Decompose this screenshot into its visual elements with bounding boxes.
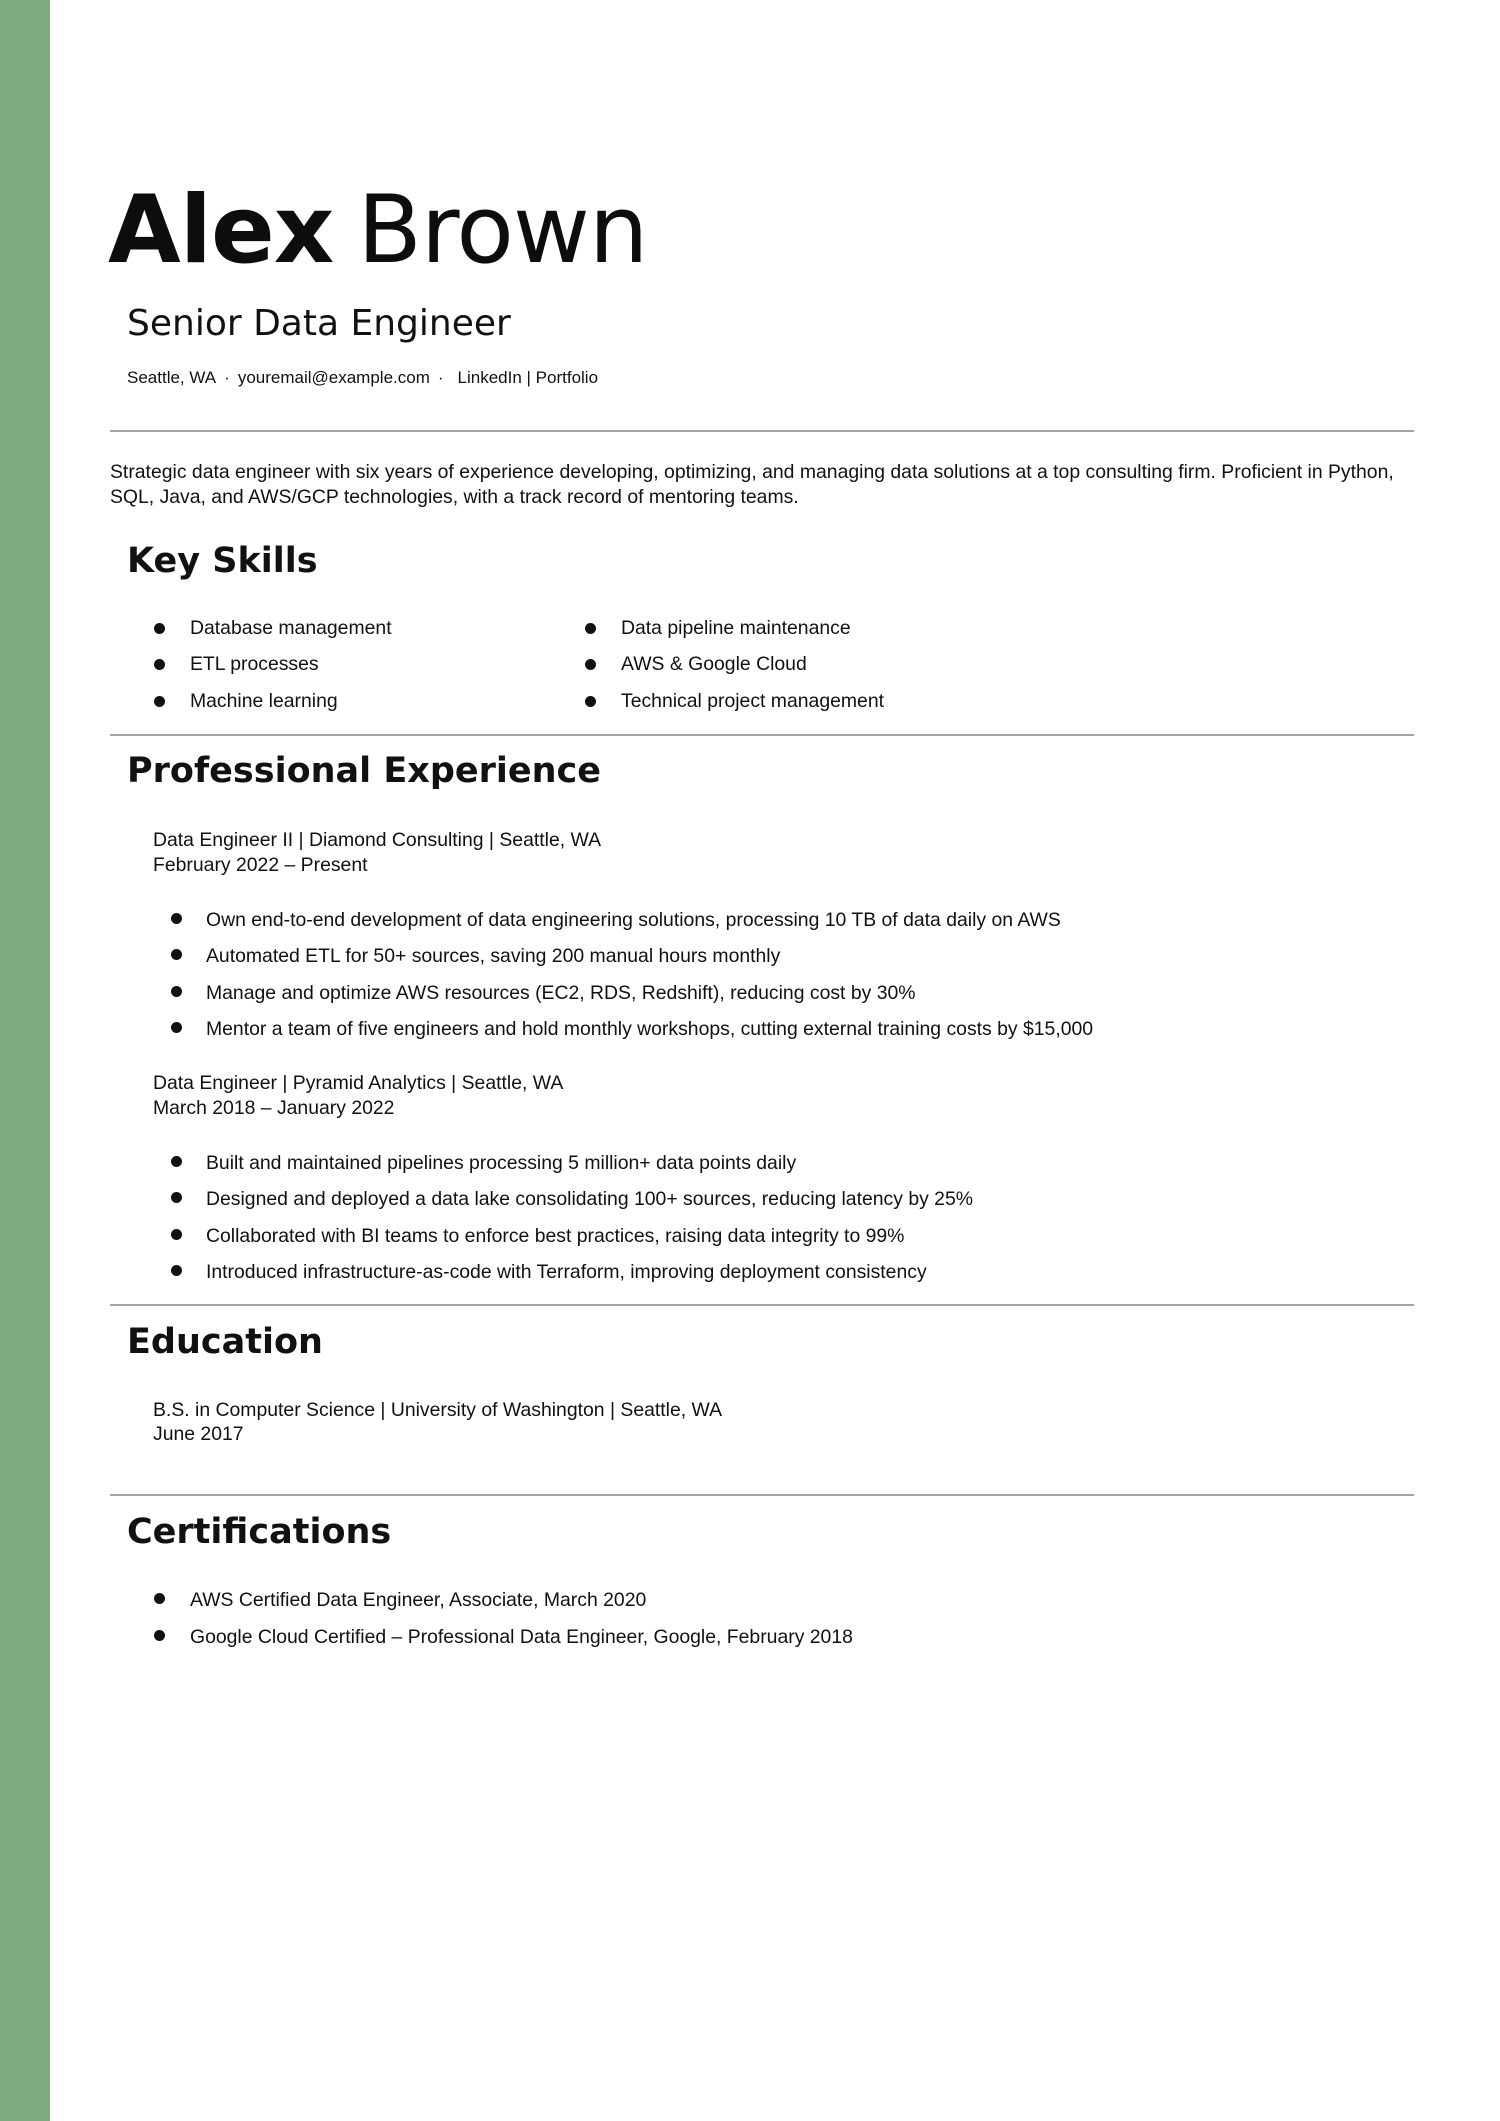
candidate-name: [108, 176, 647, 286]
certification-text: Google Cloud Certified – Professional Data Engineer, Google, February 2018: [190, 1626, 853, 1648]
bullet-text: Built and maintained pipelines processing 5 million+ data points daily: [206, 1152, 797, 1174]
certification-text: AWS Certified Data Engineer, Associate, March 2020: [190, 1589, 647, 1611]
sidebar-accent-bar: [0, 0, 50, 2121]
skill-label: Database management: [190, 617, 392, 639]
bullet-icon: [171, 986, 182, 997]
skill-item: [190, 616, 392, 640]
degree-line: B.S. in Computer Science | University of Washington | Seattle, WA: [153, 1399, 723, 1421]
experience-bullet: [206, 1017, 1093, 1041]
experience-heading: Professional Experience: [127, 751, 602, 791]
bullet-icon: [171, 1156, 182, 1167]
education-heading: Education: [127, 1322, 323, 1362]
bullet-icon: [171, 1265, 182, 1276]
divider: [110, 430, 1414, 432]
skills-heading: Key Skills: [127, 541, 318, 581]
certification-item: [190, 1588, 646, 1612]
bullet-icon: [171, 913, 182, 924]
bullet-text: Collaborated with BI teams to enforce best practices, raising data integrity to 99%: [206, 1225, 905, 1247]
certification-item: [190, 1625, 853, 1649]
skill-label: AWS & Google Cloud: [621, 653, 807, 675]
skill-item: [190, 689, 338, 713]
contact-location: Seattle, WA: [127, 368, 217, 387]
contact-separator: ·: [224, 368, 230, 387]
experience-bullet: [206, 1260, 927, 1284]
bullet-icon: [154, 696, 165, 707]
divider: [110, 1494, 1414, 1496]
bullet-text: Introduced infrastructure-as-code with Terraform, improving deployment consistency: [206, 1261, 927, 1283]
bullet-icon: [154, 1630, 165, 1641]
last-name: Brown: [357, 176, 648, 285]
skill-item: [621, 616, 851, 640]
divider: [110, 734, 1414, 736]
skill-label: ETL processes: [190, 653, 319, 675]
bullet-text: Mentor a team of five engineers and hold monthly workshops, cutting external training costs by $15,000: [206, 1018, 1094, 1040]
bullet-text: Designed and deployed a data lake consolidating 100+ sources, reducing latency by 25%: [206, 1188, 973, 1210]
first-name: Alex: [108, 176, 334, 285]
experience-bullet: [206, 1187, 973, 1211]
experience-bullet: [206, 908, 1061, 932]
job-dates: March 2018 – January 2022: [153, 1097, 395, 1119]
bullet-text: Automated ETL for 50+ sources, saving 200 manual hours monthly: [206, 945, 781, 967]
experience-bullet: [206, 944, 780, 968]
bullet-icon: [171, 1192, 182, 1203]
bullet-text: Own end-to-end development of data engineering solutions, processing 10 TB of data daily on AWS: [206, 909, 1061, 931]
experience-bullet: [206, 1224, 904, 1248]
summary: Strategic data engineer with six years of experience developing, optimizing, and managing data solutions at a top consulting firm. Proficient in Python, SQL, Java, and AWS/GCP technologies, with a track record of mentoring teams.: [110, 461, 1394, 508]
job-dates: February 2022 – Present: [153, 854, 368, 876]
job-title: Senior Data Engineer: [127, 303, 511, 344]
divider: [110, 1304, 1414, 1306]
experience-bullet: [206, 1151, 796, 1175]
skill-item: [621, 689, 884, 713]
contact-email[interactable]: youremail@example.com: [237, 368, 430, 387]
bullet-icon: [171, 1229, 182, 1240]
skill-item: [621, 652, 807, 676]
skill-label: Machine learning: [190, 690, 338, 712]
bullet-icon: [585, 623, 596, 634]
graduation-date: June 2017: [153, 1423, 244, 1445]
bullet-icon: [585, 659, 596, 670]
job-title-line: Data Engineer | Pyramid Analytics | Seattle, WA: [153, 1072, 564, 1094]
experience-bullet: [206, 981, 916, 1005]
bullet-icon: [171, 1022, 182, 1033]
bullet-text: Manage and optimize AWS resources (EC2, RDS, Redshift), reducing cost by 30%: [206, 982, 916, 1004]
bullet-icon: [154, 1593, 165, 1604]
job-title-line: Data Engineer II | Diamond Consulting | Seattle, WA: [153, 829, 602, 851]
certifications-heading: Certifications: [127, 1512, 392, 1552]
contact-links[interactable]: LinkedIn | Portfolio: [457, 368, 599, 387]
bullet-icon: [585, 696, 596, 707]
skill-item: [190, 652, 319, 676]
skill-label: Technical project management: [621, 690, 884, 712]
bullet-icon: [154, 659, 165, 670]
bullet-icon: [171, 949, 182, 960]
skill-label: Data pipeline maintenance: [621, 617, 851, 639]
contact-line: [127, 367, 598, 389]
contact-separator: ·: [437, 368, 444, 387]
bullet-icon: [154, 623, 165, 634]
